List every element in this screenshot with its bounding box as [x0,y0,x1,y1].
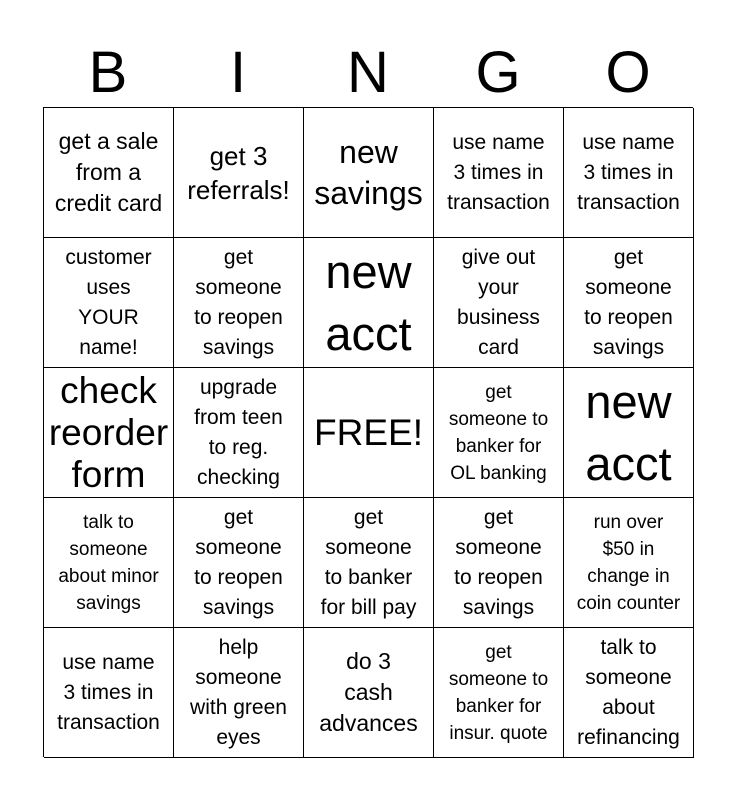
bingo-cell[interactable] [304,238,434,368]
header-letter-n: N [347,40,389,105]
bingo-cell[interactable] [44,368,174,498]
bingo-cell[interactable] [434,368,564,498]
cell-label: use name 3 times in transaction [57,650,160,734]
cell-label: get someone to reopen savings [194,245,283,359]
cell-label: get someone to banker for OL banking [448,381,549,484]
bingo-header [43,40,693,106]
bingo-cell[interactable] [44,628,174,758]
cell-label: get someone to reopen savings [454,505,543,619]
header-letter-i: I [229,40,247,105]
cell-label: do 3 cash advances [319,648,418,736]
bingo-cell[interactable] [174,238,304,368]
cell-label: new acct [325,244,412,360]
bingo-cell[interactable] [44,498,174,628]
header-letter-g: G [475,40,521,105]
bingo-cell[interactable] [174,498,304,628]
bingo-cell[interactable] [304,628,434,758]
bingo-cell[interactable] [44,238,174,368]
cell-label: get a sale from a credit card [54,128,163,216]
cell-label: use name 3 times in transaction [577,130,680,214]
cell-label: upgrade from teen to reg. checking [194,375,283,489]
bingo-cell[interactable] [564,238,694,368]
bingo-cell[interactable] [434,628,564,758]
cell-label: get someone to reopen savings [584,245,673,359]
cell-label: new acct [585,374,672,490]
bingo-cell[interactable] [434,108,564,238]
bingo-cell[interactable] [564,108,694,238]
header-letter-o: O [605,40,651,105]
bingo-cell[interactable] [304,108,434,238]
cell-label: get someone to banker for insur. quote [448,641,549,744]
cell-label: give out your business card [457,245,540,359]
bingo-cell[interactable] [174,368,304,498]
cell-label: talk to someone about refinancing [577,635,680,749]
bingo-cell[interactable] [564,498,694,628]
cell-label: customer uses YOUR name! [65,245,152,359]
bingo-cell[interactable] [304,498,434,628]
cell-label: get someone to reopen savings [194,505,283,619]
cell-label: talk to someone about minor savings [58,511,159,614]
bingo-cell[interactable] [44,108,174,238]
bingo-grid [43,107,693,757]
cell-label: use name 3 times in transaction [447,130,550,214]
bingo-cell[interactable] [564,628,694,758]
cell-label: help someone with green eyes [190,635,287,749]
bingo-cell[interactable] [434,238,564,368]
cell-label: get someone to banker for bill pay [320,505,417,619]
bingo-cell[interactable] [174,108,304,238]
bingo-cell[interactable] [174,628,304,758]
cell-label: check reorder form [48,369,169,495]
cell-label: run over $50 in change in coin counter [576,511,681,614]
free-space-cell[interactable] [304,368,434,498]
cell-label: get 3 referrals! [187,140,290,205]
bingo-cell[interactable] [434,498,564,628]
bingo-cell[interactable] [564,368,694,498]
free-space-label: FREE! [314,411,423,453]
cell-label: new savings [314,133,423,211]
header-letter-b: B [88,40,128,105]
